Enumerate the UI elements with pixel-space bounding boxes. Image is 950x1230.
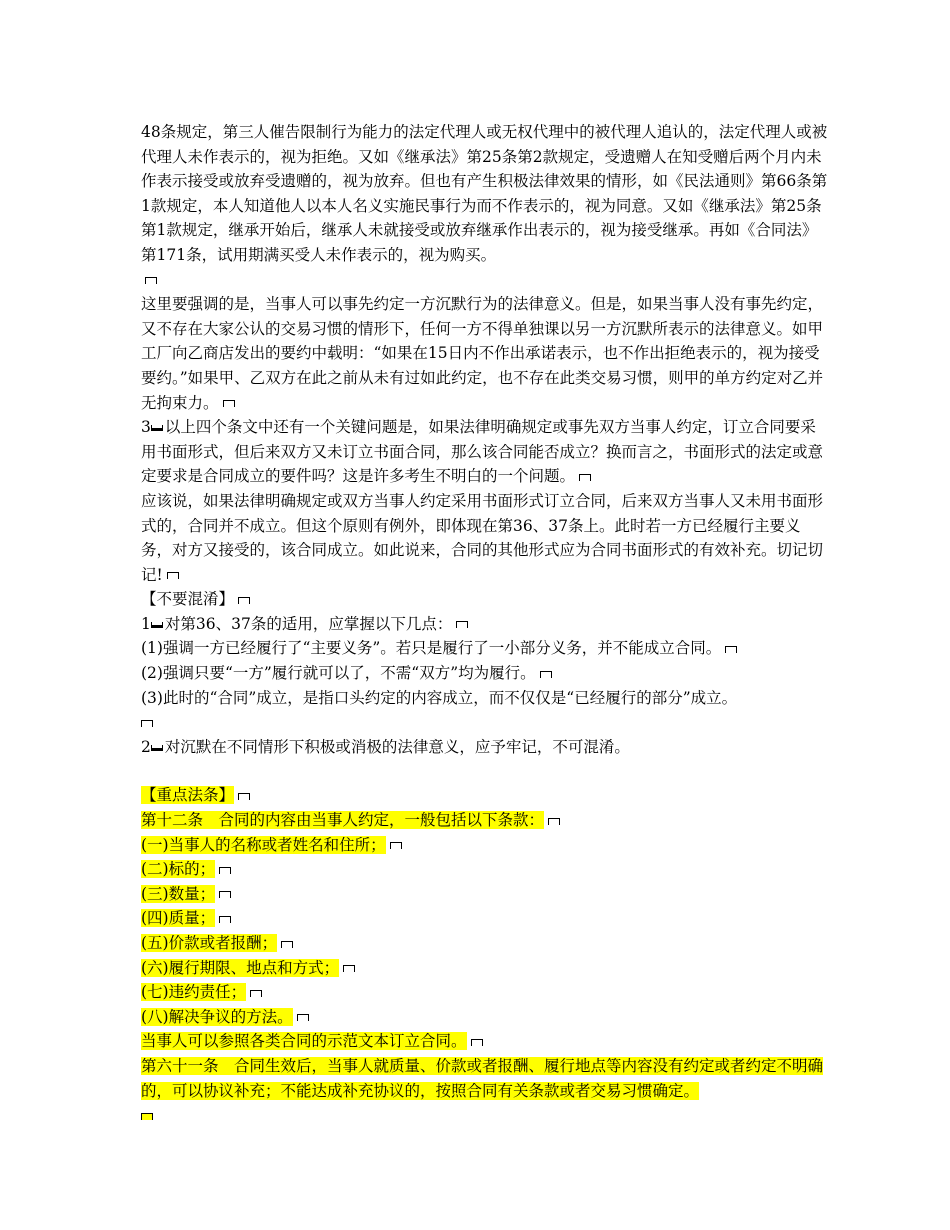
paragraph-mark-icon <box>223 400 235 407</box>
paragraph-mark-icon <box>250 990 262 997</box>
list-number: 1 <box>141 614 151 633</box>
paragraph-text: (3)此时的“合同”成立，是指口头约定的内容成立，而不仅仅是“已经履行的部分”成立。 <box>141 688 738 707</box>
paragraph-mark-icon <box>141 720 153 727</box>
highlighted-clause <box>141 956 831 981</box>
highlighted-text: 第十二条 合同的内容由当事人约定，一般包括以下条款： <box>141 811 545 830</box>
paragraph-written-form-question <box>141 415 831 489</box>
paragraph-mark-icon <box>219 867 231 874</box>
highlighted-clause <box>141 906 831 931</box>
highlighted-clause <box>141 1029 831 1054</box>
paragraph-text: 对第36、37条的适用，应掌握以下几点： <box>164 614 453 633</box>
paragraph-text: (2)强调只要“一方”履行就可以了，不需“双方”均为履行。 <box>141 664 536 683</box>
highlighted-article-12 <box>141 808 831 833</box>
highlighted-text: 第六十一条 合同生效后，当事人就质量、价款或者报酬、履行地点等内容没有约定或者约定不明确的，可以协议补充；不能达成补充协议的，按照合同有关条款或者交易习惯确定。 <box>141 1056 824 1100</box>
paragraph-mark-icon <box>167 572 179 579</box>
paragraph-mark-icon <box>297 1014 309 1021</box>
highlighted-text: (七)违约责任； <box>141 983 247 1002</box>
paragraph-mark-icon <box>219 891 231 898</box>
paragraph-text: 以上四个条文中还有一个关键问题是，如果法律明确规定或事先双方当事人约定，订立合同要采用书面形式，但后来双方又未订立书面合同，那么该合同能否成立？换而言之，书面形式的法定或意定要求是合同成立的要件吗？这是许多考生不明白的一个问题。 <box>141 418 824 486</box>
tab-mark-icon <box>151 622 163 628</box>
paragraph-text: 48条规定，第三人催告限制行为能力的法定代理人或无权代理中的被代理人追认的，法定代理人或被代理人未作表示的，视为拒绝。又如《继承法》第25条第2款规定，受遗赠人在知受赠后两个月内未作表示接受或放弃受遗赠的，视为放弃。但也有产生积极法律效果的情形，如《民法通则》第66条第1款规定，本人知道他人以本人名义实施民事行为而不作表示的，视为同意。又如《继承法》第25条第1款规定，继承开始后，继承人未就接受或放弃继承作出表示的，视为接受继承。再如《合同法》第171条，试用期满买受人未作表示的，视为购买。 <box>141 123 828 264</box>
highlighted-text: 【重点法条】 <box>141 786 235 805</box>
highlighted-text: (八)解决争议的方法。 <box>141 1007 293 1026</box>
highlighted-clause <box>141 1005 831 1030</box>
paragraph-mark-icon <box>145 277 157 284</box>
highlighted-clause <box>141 980 831 1005</box>
highlighted-text: (五)价款或者报酬； <box>141 934 278 952</box>
list-number: 2 <box>141 737 151 756</box>
list-item <box>141 661 831 686</box>
paragraph-mark-icon <box>281 941 293 948</box>
paragraph-prior-agreement <box>141 292 831 415</box>
list-number: 3 <box>141 418 151 437</box>
section-heading: 【不要混淆】 <box>141 590 235 609</box>
highlighted-heading-key-articles <box>141 783 831 808</box>
tab-mark-icon <box>151 425 163 431</box>
highlighted-article-61 <box>141 1054 831 1128</box>
paragraph-text: 应该说，如果法律明确规定或双方当事人约定采用书面形式订立合同，后来双方当事人又未用书面形式的，合同并不成立。但这个原则有例外，即体现在第36、37条上。此时若一方已经履行主要义务，对方又接受的，该合同成立。如此说来，合同的其他形式应为合同书面形式的有效补充。切记切记! <box>141 491 824 584</box>
highlighted-text: (一)当事人的名称或者姓名和住所； <box>141 835 386 854</box>
highlighted-text: 当事人可以参照各类合同的示范文本订立合同。 <box>141 1032 467 1051</box>
paragraph-mark-icon <box>219 916 231 923</box>
list-item <box>141 686 831 735</box>
paragraph-mark-icon <box>725 646 737 653</box>
highlighted-clause <box>141 833 831 858</box>
highlighted-text: (二)标的； <box>141 860 216 879</box>
tab-mark-icon <box>151 745 163 751</box>
document-body <box>141 120 831 1128</box>
highlighted-clause <box>141 931 831 956</box>
paragraph-text: 这里要强调的是，当事人可以事先约定一方沉默行为的法律意义。但是，如果当事人没有事先约定，又不存在大家公认的交易习惯的情形下，任何一方不得单独课以另一方沉默所表示的法律意义。如甲工厂向乙商店发出的要约中载明：“如果在15日内不作出承诺表示，也不作出拒绝表示的，视为接受要约。”如果甲、乙双方在此之前从未有过如此约定，也不存在此类交易习惯，则甲的单方约定对乙并无拘束力。 <box>141 295 824 412</box>
list-item <box>141 636 831 661</box>
paragraph-mark-icon <box>238 597 250 604</box>
list-item <box>141 735 831 760</box>
paragraph-text: (1)强调一方已经履行了“主要义务”。若只是履行了一小部分义务，并不能成立合同。 <box>141 639 722 658</box>
highlighted-text: (三)数量； <box>141 884 216 903</box>
blank-line <box>141 759 831 783</box>
paragraph-mark-icon <box>456 621 468 628</box>
paragraph-mark-icon <box>238 793 250 800</box>
list-item <box>141 612 831 637</box>
paragraph-mark-icon <box>471 1039 483 1046</box>
section-heading-do-not-confuse <box>141 587 831 612</box>
paragraph-text: 对沉默在不同情形下积极或消极的法律意义，应予牢记，不可混淆。 <box>164 737 630 756</box>
highlighted-text: (四)质量； <box>141 909 216 928</box>
paragraph-mark-icon <box>548 818 560 825</box>
paragraph-written-form-answer <box>141 489 831 587</box>
paragraph-mark-icon <box>141 1113 153 1120</box>
paragraph-mark-icon <box>579 474 591 481</box>
highlighted-clause <box>141 857 831 882</box>
highlighted-clause <box>141 882 831 907</box>
highlighted-text: (六)履行期限、地点和方式； <box>141 958 340 977</box>
paragraph-mark-icon <box>390 842 402 849</box>
paragraph-mark-icon <box>343 965 355 972</box>
paragraph-mark-icon <box>540 671 552 678</box>
paragraph-silence-effects <box>141 120 831 292</box>
